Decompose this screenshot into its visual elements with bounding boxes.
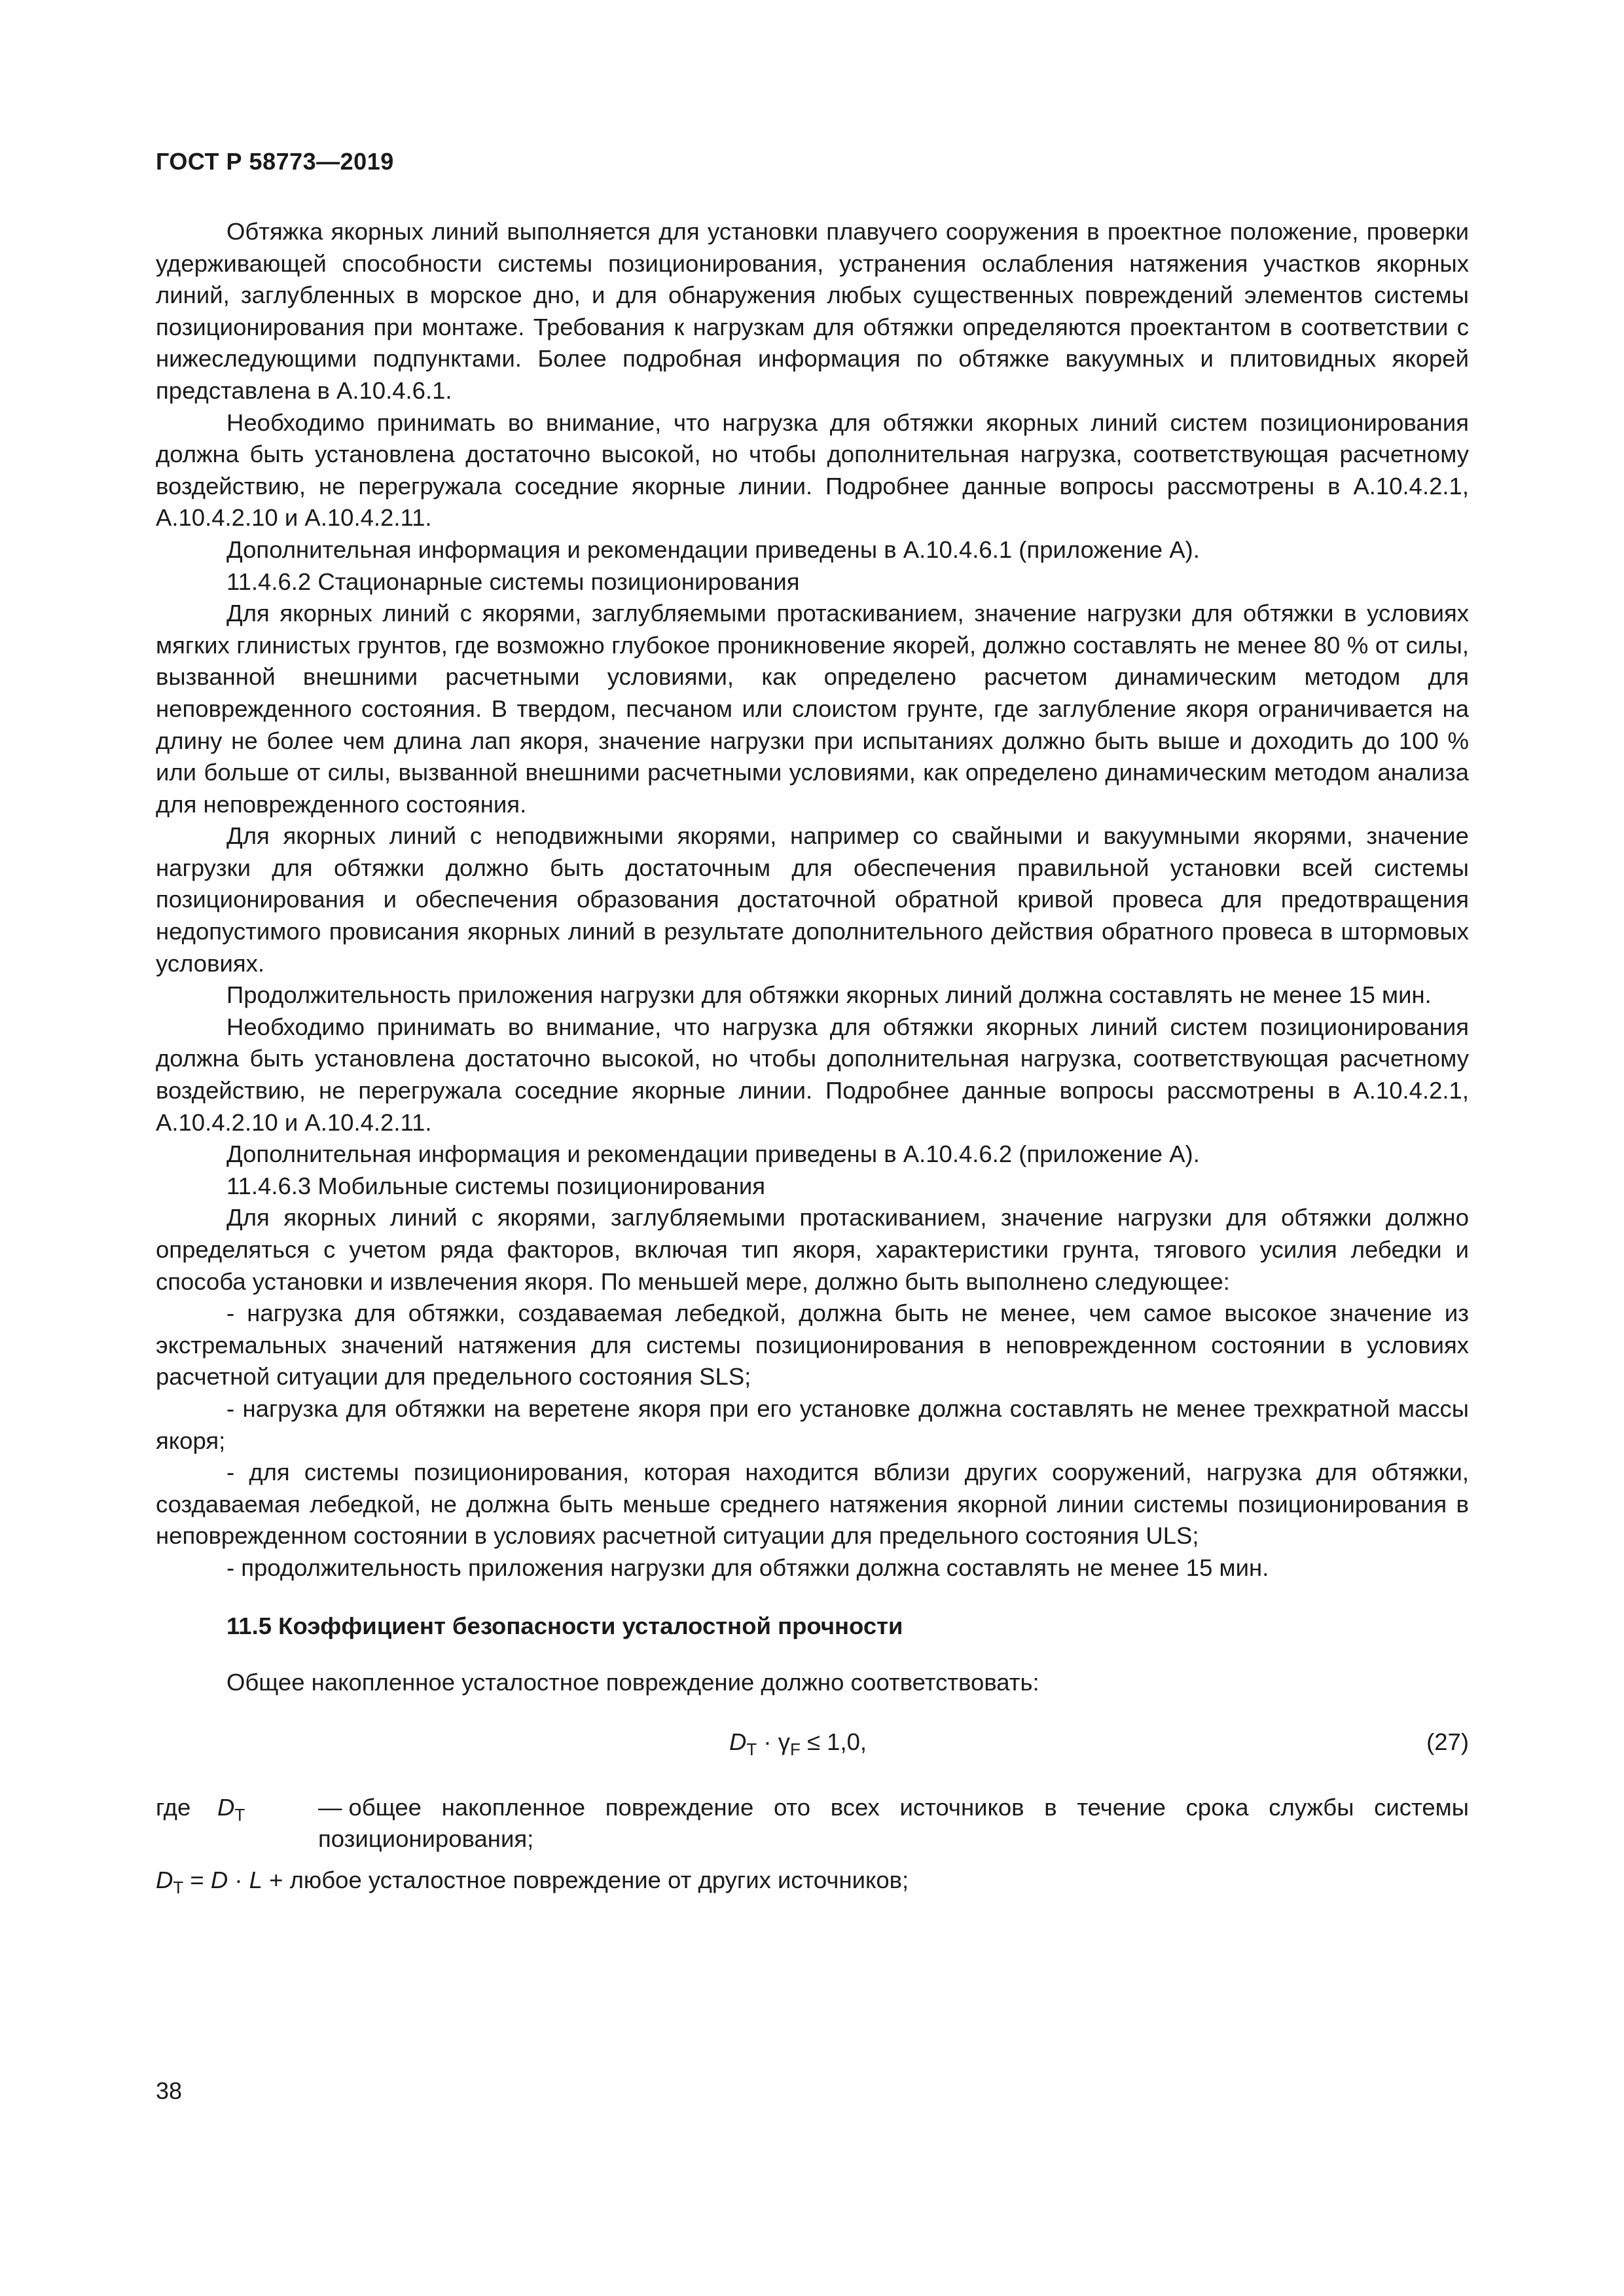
formula-gamma: γ (778, 1728, 790, 1755)
paragraph: Обтяжка якорных линий выполняется для установки плавучего сооружения в проектное положение, проверки удерживающей способности системы позиционирования, устранения ослабления натяжения участков якорных линий, заглубленных в морское дно, и для обнаружения любых существенных повреждений элементов системы позиционирования при монтаже. Требования к нагрузкам для обтяжки определяются проектантом в соответствии с нижеследующими подпунктами. Более подробная информация по обтяжке вакуумных и плитовидных якорей представлена в А.10.4.6.1. (156, 218, 1469, 404)
paragraph: Необходимо принимать во внимание, что нагрузка для обтяжки якорных линий систем позиционирования должна быть установлена достаточно высокой, но чтобы дополнительная нагрузка, соответствующая расчетному воздействию, не перегружала соседние якорные линии. Подробнее данные вопросы рассмотрены в А.10.4.2.1, А.10.4.2.10 и А.10.4.2.11. (156, 1013, 1469, 1136)
page-number: 38 (156, 2077, 183, 2104)
subsection-title: 11.4.6.2 Стационарные системы позиционирования (226, 568, 800, 595)
formula-rest: ≤ 1,0, (800, 1728, 867, 1755)
where-dash: — (318, 1793, 342, 1821)
paragraph: Для якорных линий с якорями, заглубляемыми протаскиванием, значение нагрузки для обтяжки в условиях мягких глинистых грунтов, где возможно глубокое проникновение якорей, должно составлять не менее 80 % от силы, вызванной внешними расчетными условиями, как определено расчетом динамическим методом для неповрежденного состояния. В твердом, песчаном или слоистом грунте, где заглубление якоря ограничивается на длину не более чем длина лап якоря, значение нагрузки при испытаниях должно быть выше и доходить до 100 % или больше от силы, вызванной внешними расчетными условиями, как определено динамическим методом анализа для неповрежденного состояния. (156, 600, 1469, 818)
page-content (156, 216, 1469, 1904)
paragraph: Для якорных линий с неподвижными якорями, например со свайными и вакуумными якорями, значение нагрузки для обтяжки должно быть достаточным для обеспечения правильной установки всей системы позиционирования и обеспечения образования достаточной обратной кривой провеса для предотвращения недопустимого провисания якорных линий в результате дополнительного действия обратного провеса в штормовых условиях. (156, 822, 1469, 977)
dt-def2-tail: + любое усталостное повреждение от других источников; (262, 1866, 909, 1893)
formula-expression (729, 1726, 867, 1766)
formula-f-sub: F (789, 1739, 801, 1759)
paragraph: Дополнительная информация и рекомендации приведены в А.10.4.6.1 (приложение А). (226, 536, 1200, 563)
section-heading: 11.5 Коэффициент безопасности усталостной прочности (226, 1612, 903, 1639)
paragraph: Для якорных линий с якорями, заглубляемыми протаскиванием, значение нагрузки для обтяжки должно определяться с учетом ряда факторов, включая тип якоря, характеристики грунта, тягового усилия лебедки и способа установки и извлечения якоря. По меньшей мере, должно быть выполнено следующее: (156, 1204, 1469, 1295)
where-def1: общее накопленное повреждение ото всех источников в течение срока службы системы позиционирования; (318, 1793, 1469, 1853)
paragraph: Дополнительная информация и рекомендации приведены в А.10.4.6.2 (приложение А). (226, 1140, 1200, 1168)
list-item: - продолжительность приложения нагрузки для обтяжки должна составлять не менее 15 мин. (226, 1554, 1269, 1581)
paragraph: Продолжительность приложения нагрузки для обтяжки якорных линий должна составлять не менее 15 мин. (226, 981, 1432, 1009)
formula-27 (156, 1726, 1469, 1766)
list-item: - для системы позиционирования, которая находится вблизи других сооружений, нагрузка для обтяжки, создаваемая лебедкой, не должна быть меньше среднего натяжения якорной линии системы позиционирования в неповрежденном состоянии в условиях расчетной ситуации для предельного состояния ULS; (156, 1459, 1469, 1550)
dt-l: L (249, 1866, 262, 1893)
paragraph: Необходимо принимать во внимание, что нагрузка для обтяжки якорных линий систем позиционирования должна быть установлена достаточно высокой, но чтобы дополнительная нагрузка, соответствующая расчетному воздействию, не перегружала соседние якорные линии. Подробнее данные вопросы рассмотрены в А.10.4.2.1, А.10.4.2.10 и А.10.4.2.11. (156, 409, 1469, 532)
formula-d: D (729, 1728, 747, 1755)
where-text (318, 1792, 1469, 1855)
dt-definition: $D_T = D \cdot L$ + любое усталостное повреждение от других источников; (156, 1866, 909, 1897)
where-label: где (156, 1793, 191, 1821)
formula-dot: · (757, 1728, 778, 1755)
formula-t-sub: T (746, 1739, 757, 1759)
formula-number: (27) (1426, 1728, 1469, 1755)
list-item: - нагрузка для обтяжки, создаваемая лебедкой, должна быть не менее, чем самое высокое значение из экстремальных значений натяжения для системы позиционирования в неповрежденном состоянии в условиях расчетной ситуации для предельного состояния SLS; (156, 1300, 1469, 1391)
where-symbol: $D_T$ (217, 1793, 245, 1825)
where-definition (156, 1792, 1469, 1855)
section-intro: Общее накопленное усталостное повреждение должно соответствовать: (226, 1669, 1039, 1696)
list-item: - нагрузка для обтяжки на веретене якоря при его установке должна составлять не менее трехкратной массы якоря; (156, 1394, 1469, 1454)
document-header: ГОСТ Р 58773—2019 (156, 148, 394, 175)
subsection-title: 11.4.6.3 Мобильные системы позиционирования (226, 1172, 765, 1199)
